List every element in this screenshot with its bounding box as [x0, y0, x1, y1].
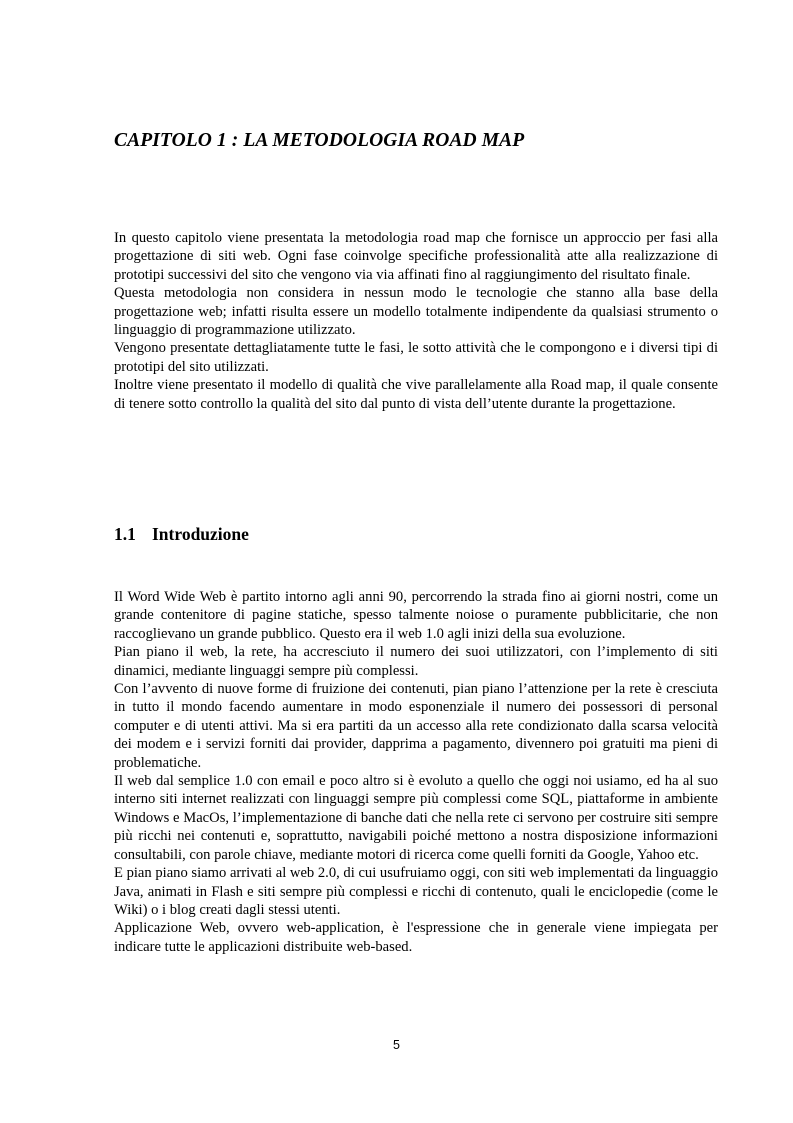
- intro-paragraph: Vengono presentate dettagliatamente tutte le fasi, le sotto attività che le compongono e i diversi tipi di prototipi del sito utilizzati.: [114, 340, 718, 375]
- body-paragraph: Il web dal semplice 1.0 con email e poco altro si è evoluto a quello che oggi noi usiamo, ed ha al suo interno siti internet realizzati con linguaggi sempre più complessi come SQL, piattaforme in ambiente Windows e MacOs, l’implementazione di banche dati che nella rete ci servono per costruire siti sempre più ricchi nei contenuti e, soprattutto, navigabili poiché mettono a nostra disposizione informazioni consultabili, con parole chiave, mediante motori di ricerca come quelli forniti da Google, Yahoo etc.: [114, 773, 718, 863]
- body-paragraph: Applicazione Web, ovvero web-application, è l'espressione che in generale viene impiegata per indicare tutte le applicazioni distribuite web-based.: [114, 920, 718, 955]
- intro-paragraph: Questa metodologia non considera in nessun modo le tecnologie che stanno alla base della progettazione web; infatti risulta essere un modello totalmente indipendente da qualsiasi strumento o linguaggio di programmazione utilizzato.: [114, 285, 718, 339]
- body-paragraph: Con l’avvento di nuove forme di fruizione dei contenuti, pian piano l’attenzione per la rete è cresciuta in tutto il mondo facendo aumentare in modo esponenziale il numero dei possessori di personal computer e di utenti attivi. Ma si era partiti da un accesso alla rete condizionato dalla scarsa velocità dei modem e i servizi forniti dai provider, dapprima a pagamento, divennero poi gratuiti ma pieni di problematiche.: [114, 681, 718, 771]
- body-paragraph: Il Word Wide Web è partito intorno agli anni 90, percorrendo la strada fino ai giorni nostri, come un grande contenitore di pagine statiche, spesso talmente noiose o puramente pubblicitarie, che non raccoglievano un grande pubblico. Questo era il web 1.0 agli inizi della sua evoluzione.: [114, 589, 718, 642]
- intro-paragraph: In questo capitolo viene presentata la metodologia road map che fornisce un approccio per fasi alla progettazione di siti web. Ogni fase coinvolge specifiche professionalità atte alla realizzazione di prototipi successivi del sito che vengono via via affinati fino al raggiungimento del risultato finale.: [114, 230, 718, 283]
- section-heading: [114, 524, 249, 545]
- body-paragraph: E pian piano siamo arrivati al web 2.0, di cui usufruiamo oggi, con siti web implementati da linguaggio Java, animati in Flash e siti sempre più complessi e ricchi di contenuto, quali le enciclopedie (come le Wiki) o i blog creati dagli stessi utenti.: [114, 865, 718, 918]
- chapter-intro: [114, 229, 718, 413]
- section-number: 1.1: [114, 524, 136, 544]
- chapter-title: CAPITOLO 1 : LA METODOLOGIA ROAD MAP: [114, 130, 525, 151]
- section-title: Introduzione: [152, 524, 249, 544]
- page-number: 5: [393, 1038, 400, 1052]
- intro-paragraph: Inoltre viene presentato il modello di qualità che vive parallelamente alla Road map, il quale consente di tenere sotto controllo la qualità del sito dal punto di vista dell’utente durante la progettazione.: [114, 377, 718, 412]
- section-body: [114, 588, 718, 956]
- body-paragraph: Pian piano il web, la rete, ha accresciuto il numero dei suoi utilizzatori, con l’implemento di siti dinamici, mediante linguaggi sempre più complessi.: [114, 644, 718, 679]
